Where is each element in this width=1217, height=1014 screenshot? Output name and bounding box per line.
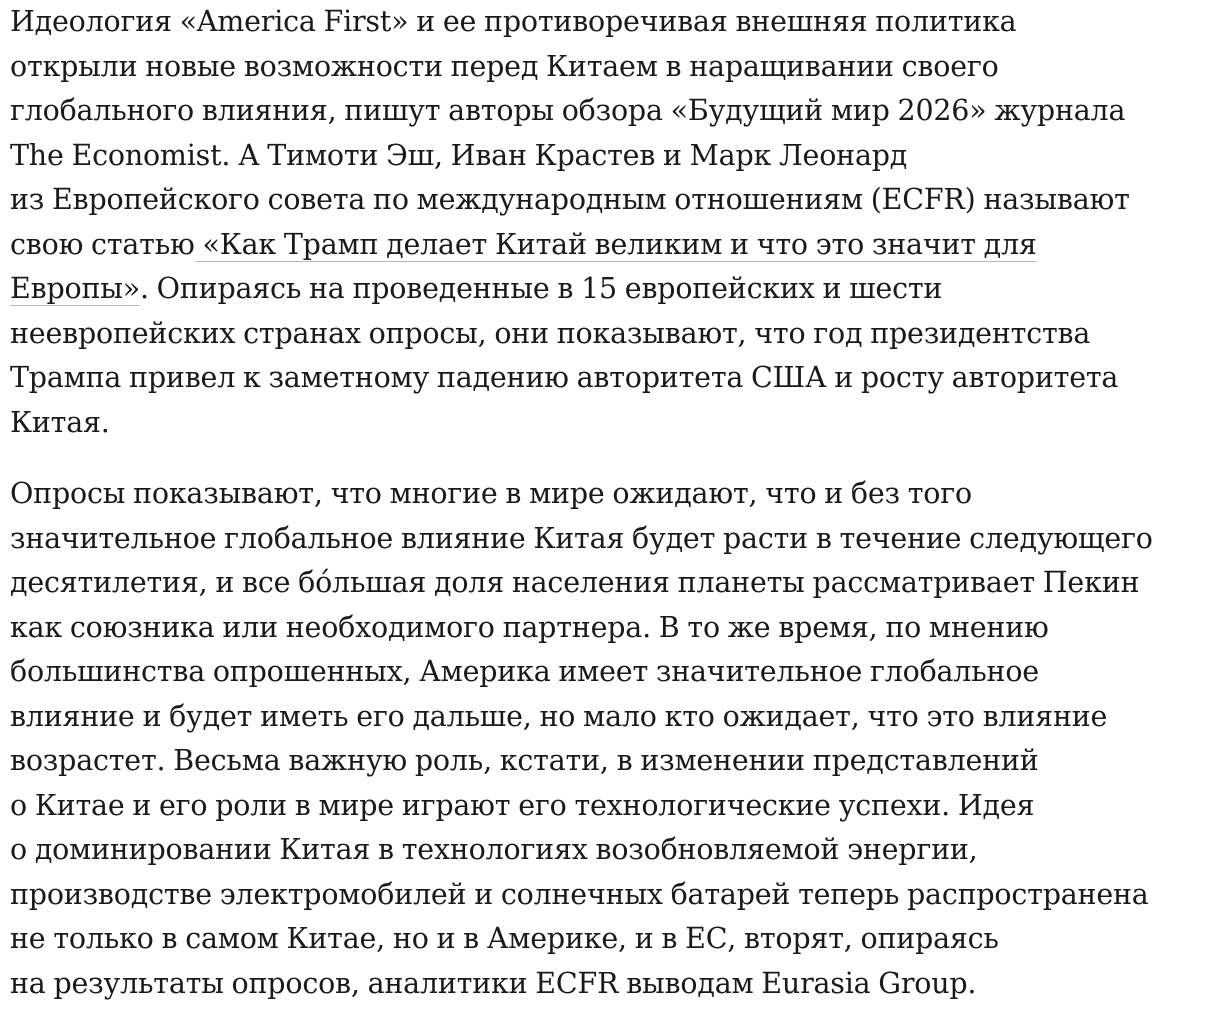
article-body [10, 0, 1210, 1006]
paragraph-2 [10, 472, 1210, 1006]
paragraph-line: большинства опрошенных, Америка имеет значительное глобальное [10, 655, 1039, 688]
paragraph-line: Трампа привел к заметному падению авторитета США и росту авторитета [10, 361, 1119, 394]
paragraph-line: The Economist. А Тимоти Эш, Иван Крастев и Марк Леонард [10, 138, 908, 172]
paragraph-line: значительное глобальное влияние Китая будет расти в течение следующего [10, 521, 1153, 555]
paragraph-line: десятилетия, и все бóльшая доля населения планеты рассматривает Пекин [10, 566, 1140, 599]
paragraph-line: Китая. [10, 405, 110, 439]
paragraph-1 [10, 0, 1210, 445]
paragraph-line: Опросы показывают, что многие в мире ожидают, что и без того [10, 477, 972, 510]
paragraph-line: на результаты опросов, аналитики ECFR выводам Eurasia Group. [10, 966, 977, 1000]
paragraph-line [10, 267, 1210, 312]
paragraph-line: неевропейских странах опросы, они показывают, что год президентства [10, 316, 1091, 350]
paragraph-line: не только в самом Китае, но и в Америке, и в ЕС, вторят, опираясь [10, 922, 999, 955]
paragraph-line: глобального влияния, пишут авторы обзора «Будущий мир 2026» журнала [10, 94, 1126, 127]
paragraph-line: производстве электромобилей и солнечных батарей теперь распространена [10, 877, 1149, 911]
paragraph-text: . Опираясь на проведенные в 15 европейских и шести [139, 272, 943, 305]
paragraph-line: возрастет. Весьма важную роль, кстати, в изменении представлений [10, 744, 1039, 777]
article-link-part-1[interactable]: «Как Трамп делает Китай великим и что это значит для [194, 227, 1037, 261]
paragraph-line: из Европейского совета по международным отношениям (ECFR) называют [10, 183, 1130, 216]
paragraph-line: о Китае и его роли в мире играют его технологические успехи. Идея [10, 788, 1035, 822]
paragraph-line: о доминировании Китая в технологиях возобновляемой энергии, [10, 833, 978, 866]
paragraph-line: открыли новые возможности перед Китаем в наращивании своего [10, 49, 999, 83]
paragraph-line: Идеология «America First» и ее противоречивая внешняя политика [10, 5, 1017, 38]
paragraph-line: влияние и будет иметь его дальше, но мало кто ожидает, что это влияние [10, 699, 1108, 733]
paragraph-text: свою статью [10, 227, 195, 261]
paragraph-line: как союзника или необходимого партнера. В то же время, по мнению [10, 610, 1049, 644]
article-link-part-2[interactable]: Европы» [10, 272, 140, 305]
paragraph-line [10, 223, 1210, 268]
